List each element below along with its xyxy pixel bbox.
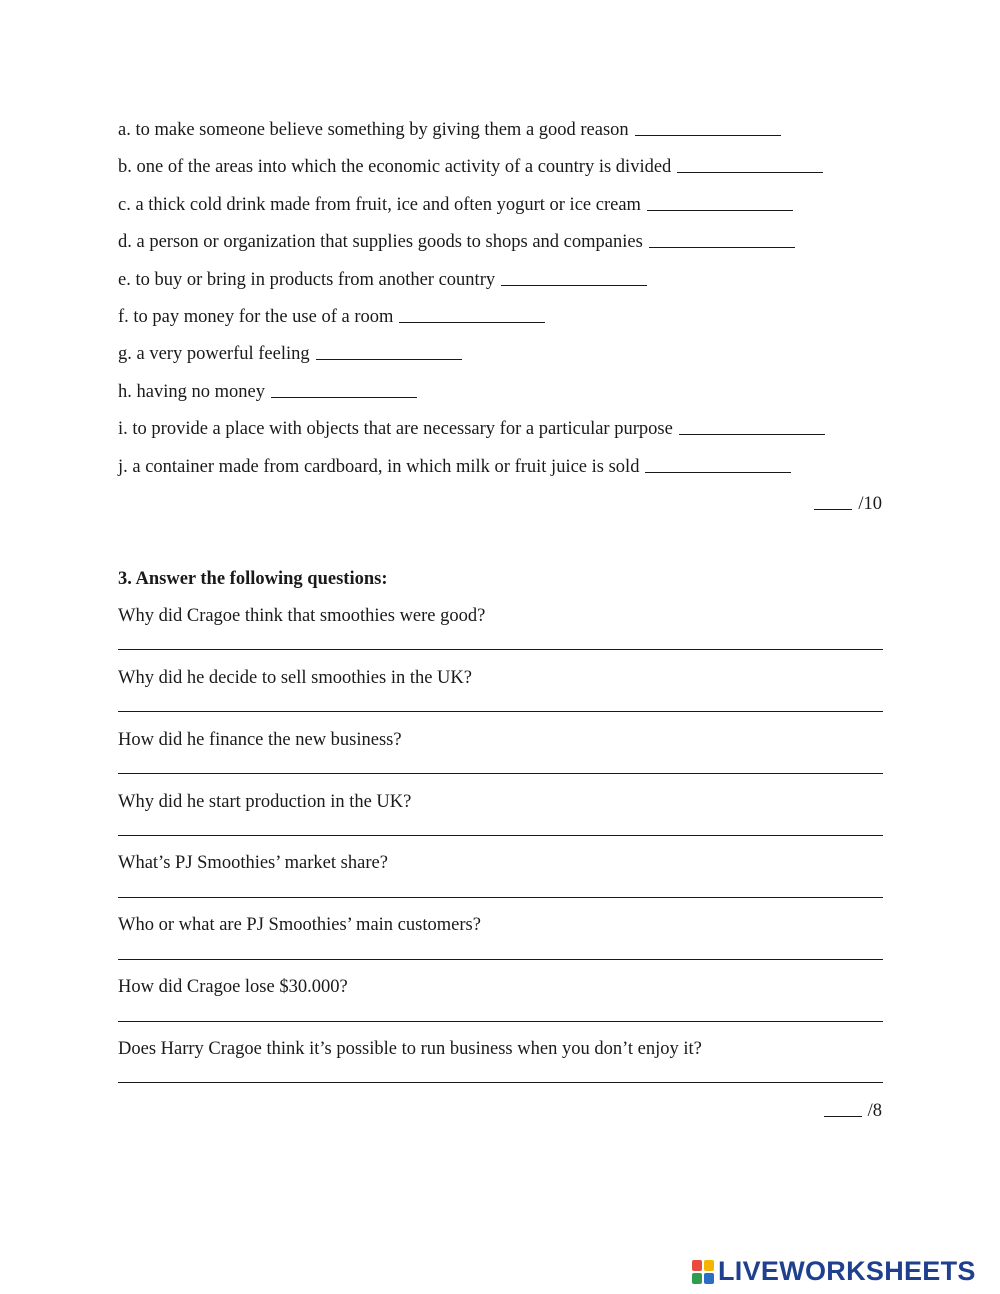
score-total: /8 — [867, 1101, 882, 1121]
definition-text: b. one of the areas into which the economic activity of a country is divided — [118, 157, 672, 177]
definition-text: c. a thick cold drink made from fruit, ice and often yogurt or ice cream — [118, 195, 641, 215]
answer-line[interactable] — [118, 835, 883, 836]
definition-text: f. to pay money for the use of a room — [118, 307, 394, 327]
definition-text: d. a person or organization that supplies goods to shops and companies — [118, 232, 643, 252]
definition-item — [118, 156, 823, 178]
definition-item — [118, 343, 462, 365]
answer-blank[interactable] — [399, 320, 545, 323]
answer-blank[interactable] — [271, 395, 417, 398]
logo-mark-icon — [692, 1260, 714, 1284]
score-blank[interactable] — [814, 507, 852, 510]
answer-line[interactable] — [118, 1021, 883, 1022]
logo-text: LIVEWORKSHEETS — [718, 1256, 976, 1286]
answer-blank[interactable] — [635, 133, 781, 136]
answer-blank[interactable] — [647, 208, 793, 211]
definition-item — [118, 269, 647, 291]
answer-line[interactable] — [118, 711, 883, 712]
definition-item — [118, 456, 791, 478]
answer-blank[interactable] — [316, 357, 462, 360]
definition-text: j. a container made from cardboard, in which milk or fruit juice is sold — [118, 457, 640, 477]
answer-line[interactable] — [118, 897, 883, 898]
question-text: How did he finance the new business? — [118, 730, 402, 750]
section-heading: 3. Answer the following questions: — [118, 569, 388, 589]
definition-item — [118, 418, 825, 440]
question-text: What’s PJ Smoothies’ market share? — [118, 853, 388, 873]
definitions-score — [814, 493, 882, 515]
answer-line[interactable] — [118, 649, 883, 650]
definition-text: g. a very powerful feeling — [118, 344, 310, 364]
liveworksheets-logo — [692, 1256, 976, 1287]
answer-blank[interactable] — [501, 283, 647, 286]
question-text: Why did he start production in the UK? — [118, 792, 412, 812]
definition-item — [118, 231, 795, 253]
answer-line[interactable] — [118, 1082, 883, 1083]
answer-blank[interactable] — [677, 170, 823, 173]
answer-line[interactable] — [118, 773, 883, 774]
definition-text: e. to buy or bring in products from another country — [118, 270, 496, 290]
question-text: Does Harry Cragoe think it’s possible to run business when you don’t enjoy it? — [118, 1039, 702, 1059]
definition-item — [118, 381, 417, 403]
definition-item — [118, 119, 781, 141]
definition-text: h. having no money — [118, 382, 265, 402]
questions-score — [824, 1100, 882, 1122]
definition-item — [118, 306, 545, 328]
question-text: Why did Cragoe think that smoothies were good? — [118, 606, 486, 626]
question-text: Who or what are PJ Smoothies’ main customers? — [118, 915, 481, 935]
definition-text: i. to provide a place with objects that are necessary for a particular purpose — [118, 419, 673, 439]
score-total: /10 — [858, 494, 882, 514]
definition-text: a. to make someone believe something by giving them a good reason — [118, 120, 629, 140]
question-text: How did Cragoe lose $30.000? — [118, 977, 348, 997]
score-blank[interactable] — [824, 1114, 862, 1117]
question-text: Why did he decide to sell smoothies in the UK? — [118, 668, 472, 688]
definition-item — [118, 194, 793, 216]
answer-blank[interactable] — [679, 432, 825, 435]
answer-blank[interactable] — [649, 245, 795, 248]
answer-blank[interactable] — [645, 470, 791, 473]
answer-line[interactable] — [118, 959, 883, 960]
